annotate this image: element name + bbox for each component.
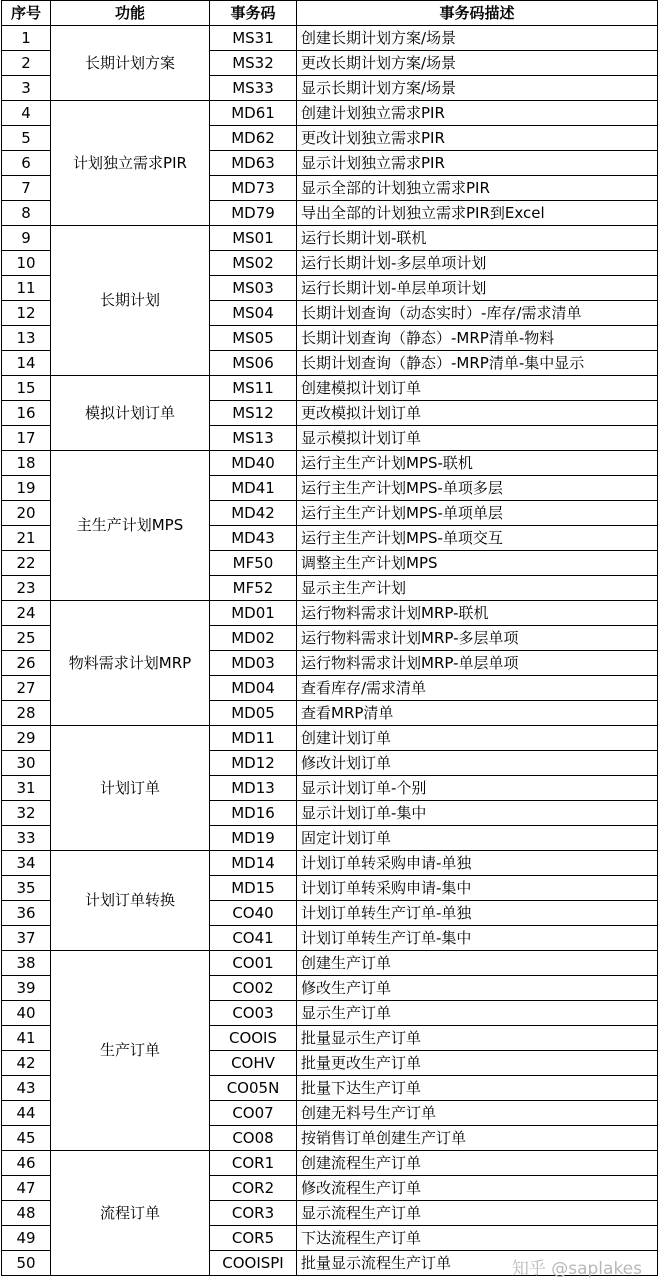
table-body (2, 26, 658, 1276)
transaction-description: 显示计划独立需求PIR (297, 151, 658, 176)
transaction-code: CO40 (210, 901, 297, 926)
function-group: 计划订单 (51, 726, 210, 851)
row-number: 13 (2, 326, 51, 351)
row-number: 45 (2, 1126, 51, 1151)
transaction-description: 计划订单转生产订单-集中 (297, 926, 658, 951)
transaction-code-table (1, 0, 658, 1276)
row-number: 1 (2, 26, 51, 51)
table-row (2, 726, 658, 751)
row-number: 16 (2, 401, 51, 426)
table-row (2, 226, 658, 251)
row-number: 3 (2, 76, 51, 101)
transaction-description: 批量显示流程生产订单 (297, 1251, 658, 1276)
row-number: 26 (2, 651, 51, 676)
row-number: 35 (2, 876, 51, 901)
transaction-code: MD61 (210, 101, 297, 126)
function-group: 生产订单 (51, 951, 210, 1151)
header-function: 功能 (51, 1, 210, 26)
row-number: 10 (2, 251, 51, 276)
row-number: 14 (2, 351, 51, 376)
row-number: 42 (2, 1051, 51, 1076)
row-number: 44 (2, 1101, 51, 1126)
transaction-code: MD11 (210, 726, 297, 751)
watermark: 知乎 @saplakes (511, 1259, 642, 1279)
transaction-code: MS01 (210, 226, 297, 251)
row-number: 20 (2, 501, 51, 526)
transaction-code: MD15 (210, 876, 297, 901)
transaction-description: 显示全部的计划独立需求PIR (297, 176, 658, 201)
transaction-code: MS04 (210, 301, 297, 326)
transaction-code: CO02 (210, 976, 297, 1001)
transaction-code: MF52 (210, 576, 297, 601)
row-number: 48 (2, 1201, 51, 1226)
row-number: 38 (2, 951, 51, 976)
transaction-description: 修改流程生产订单 (297, 1176, 658, 1201)
transaction-code: MD16 (210, 801, 297, 826)
function-group: 计划订单转换 (51, 851, 210, 951)
transaction-description: 创建计划订单 (297, 726, 658, 751)
row-number: 21 (2, 526, 51, 551)
row-number: 12 (2, 301, 51, 326)
transaction-code: MD14 (210, 851, 297, 876)
table-row (2, 451, 658, 476)
transaction-description: 显示长期计划方案/场景 (297, 76, 658, 101)
transaction-description: 更改计划独立需求PIR (297, 126, 658, 151)
row-number: 28 (2, 701, 51, 726)
transaction-description: 创建生产订单 (297, 951, 658, 976)
transaction-code: MF50 (210, 551, 297, 576)
transaction-description: 运行主生产计划MPS-单项单层 (297, 501, 658, 526)
function-group: 模拟计划订单 (51, 376, 210, 451)
row-number: 50 (2, 1251, 51, 1276)
transaction-description: 计划订单转采购申请-单独 (297, 851, 658, 876)
transaction-description: 固定计划订单 (297, 826, 658, 851)
transaction-description: 创建模拟计划订单 (297, 376, 658, 401)
row-number: 6 (2, 151, 51, 176)
header-no: 序号 (2, 1, 51, 26)
transaction-description: 运行主生产计划MPS-单项交互 (297, 526, 658, 551)
transaction-description: 导出全部的计划独立需求PIR到Excel (297, 201, 658, 226)
transaction-code: MD13 (210, 776, 297, 801)
transaction-description: 显示计划订单-集中 (297, 801, 658, 826)
transaction-code: COR3 (210, 1201, 297, 1226)
table-row (2, 376, 658, 401)
transaction-description: 批量更改生产订单 (297, 1051, 658, 1076)
transaction-description: 创建流程生产订单 (297, 1151, 658, 1176)
transaction-code: MD02 (210, 626, 297, 651)
row-number: 27 (2, 676, 51, 701)
transaction-description: 显示计划订单-个别 (297, 776, 658, 801)
row-number: 23 (2, 576, 51, 601)
transaction-code: MS05 (210, 326, 297, 351)
transaction-code: MD01 (210, 601, 297, 626)
transaction-description: 修改生产订单 (297, 976, 658, 1001)
function-group: 主生产计划MPS (51, 451, 210, 601)
transaction-description: 批量显示生产订单 (297, 1026, 658, 1051)
transaction-description: 创建长期计划方案/场景 (297, 26, 658, 51)
transaction-code: COR2 (210, 1176, 297, 1201)
transaction-description: 修改计划订单 (297, 751, 658, 776)
transaction-code: MD73 (210, 176, 297, 201)
transaction-code: MS31 (210, 26, 297, 51)
transaction-code: MD19 (210, 826, 297, 851)
row-number: 36 (2, 901, 51, 926)
table-row (2, 851, 658, 876)
row-number: 25 (2, 626, 51, 651)
row-number: 19 (2, 476, 51, 501)
transaction-code: MD04 (210, 676, 297, 701)
function-group: 长期计划 (51, 226, 210, 376)
row-number: 33 (2, 826, 51, 851)
transaction-description: 运行长期计划-多层单项计划 (297, 251, 658, 276)
transaction-code: MD12 (210, 751, 297, 776)
transaction-code: COHV (210, 1051, 297, 1076)
header-row (2, 1, 658, 26)
transaction-code: CO05N (210, 1076, 297, 1101)
row-number: 47 (2, 1176, 51, 1201)
transaction-code: CO41 (210, 926, 297, 951)
row-number: 43 (2, 1076, 51, 1101)
transaction-description: 调整主生产计划MPS (297, 551, 658, 576)
transaction-description: 长期计划查询（动态实时）-库存/需求清单 (297, 301, 658, 326)
function-group: 计划独立需求PIR (51, 101, 210, 226)
row-number: 7 (2, 176, 51, 201)
transaction-description: 运行主生产计划MPS-单项多层 (297, 476, 658, 501)
transaction-code: MD42 (210, 501, 297, 526)
transaction-description: 显示生产订单 (297, 1001, 658, 1026)
row-number: 2 (2, 51, 51, 76)
transaction-code: MD63 (210, 151, 297, 176)
function-group: 物料需求计划MRP (51, 601, 210, 726)
transaction-code: COOISPI (210, 1251, 297, 1276)
transaction-code: COOIS (210, 1026, 297, 1051)
table-row (2, 101, 658, 126)
row-number: 9 (2, 226, 51, 251)
transaction-description: 长期计划查询（静态）-MRP清单-物料 (297, 326, 658, 351)
row-number: 5 (2, 126, 51, 151)
transaction-code: MD05 (210, 701, 297, 726)
transaction-code: CO03 (210, 1001, 297, 1026)
transaction-code: MD62 (210, 126, 297, 151)
header-code: 事务码 (210, 1, 297, 26)
transaction-description: 创建无料号生产订单 (297, 1101, 658, 1126)
transaction-code: MD40 (210, 451, 297, 476)
row-number: 41 (2, 1026, 51, 1051)
transaction-description: 下达流程生产订单 (297, 1226, 658, 1251)
row-number: 18 (2, 451, 51, 476)
transaction-code: CO07 (210, 1101, 297, 1126)
transaction-description: 长期计划查询（静态）-MRP清单-集中显示 (297, 351, 658, 376)
transaction-description: 运行物料需求计划MRP-单层单项 (297, 651, 658, 676)
transaction-code: MD41 (210, 476, 297, 501)
row-number: 8 (2, 201, 51, 226)
transaction-description: 批量下达生产订单 (297, 1076, 658, 1101)
transaction-description: 显示模拟计划订单 (297, 426, 658, 451)
row-number: 32 (2, 801, 51, 826)
transaction-code: MS06 (210, 351, 297, 376)
table-row (2, 26, 658, 51)
table-row (2, 951, 658, 976)
transaction-code: CO08 (210, 1126, 297, 1151)
row-number: 37 (2, 926, 51, 951)
transaction-description: 更改长期计划方案/场景 (297, 51, 658, 76)
transaction-description: 运行主生产计划MPS-联机 (297, 451, 658, 476)
transaction-code: MS11 (210, 376, 297, 401)
function-group: 长期计划方案 (51, 26, 210, 101)
transaction-description: 更改模拟计划订单 (297, 401, 658, 426)
row-number: 17 (2, 426, 51, 451)
header-description: 事务码描述 (297, 1, 658, 26)
transaction-code: MD43 (210, 526, 297, 551)
row-number: 31 (2, 776, 51, 801)
row-number: 39 (2, 976, 51, 1001)
transaction-description: 创建计划独立需求PIR (297, 101, 658, 126)
table-row (2, 1151, 658, 1176)
row-number: 34 (2, 851, 51, 876)
transaction-description: 计划订单转生产订单-单独 (297, 901, 658, 926)
transaction-code: COR1 (210, 1151, 297, 1176)
transaction-code: MS02 (210, 251, 297, 276)
transaction-code: CO01 (210, 951, 297, 976)
table-row (2, 601, 658, 626)
row-number: 30 (2, 751, 51, 776)
transaction-code: MS12 (210, 401, 297, 426)
transaction-code: MS32 (210, 51, 297, 76)
row-number: 11 (2, 276, 51, 301)
transaction-code: MD79 (210, 201, 297, 226)
transaction-code: MS13 (210, 426, 297, 451)
transaction-description: 按销售订单创建生产订单 (297, 1126, 658, 1151)
transaction-description: 显示流程生产订单 (297, 1201, 658, 1226)
transaction-description: 查看MRP清单 (297, 701, 658, 726)
row-number: 46 (2, 1151, 51, 1176)
transaction-description: 查看库存/需求清单 (297, 676, 658, 701)
transaction-description: 运行物料需求计划MRP-多层单项 (297, 626, 658, 651)
transaction-description: 运行长期计划-联机 (297, 226, 658, 251)
transaction-description: 计划订单转采购申请-集中 (297, 876, 658, 901)
transaction-description: 运行物料需求计划MRP-联机 (297, 601, 658, 626)
transaction-code: COR5 (210, 1226, 297, 1251)
row-number: 15 (2, 376, 51, 401)
row-number: 4 (2, 101, 51, 126)
row-number: 24 (2, 601, 51, 626)
row-number: 22 (2, 551, 51, 576)
row-number: 29 (2, 726, 51, 751)
transaction-code: MD03 (210, 651, 297, 676)
transaction-description: 运行长期计划-单层单项计划 (297, 276, 658, 301)
transaction-description: 显示主生产计划 (297, 576, 658, 601)
function-group: 流程订单 (51, 1151, 210, 1276)
row-number: 40 (2, 1001, 51, 1026)
transaction-code: MS33 (210, 76, 297, 101)
row-number: 49 (2, 1226, 51, 1251)
transaction-code: MS03 (210, 276, 297, 301)
